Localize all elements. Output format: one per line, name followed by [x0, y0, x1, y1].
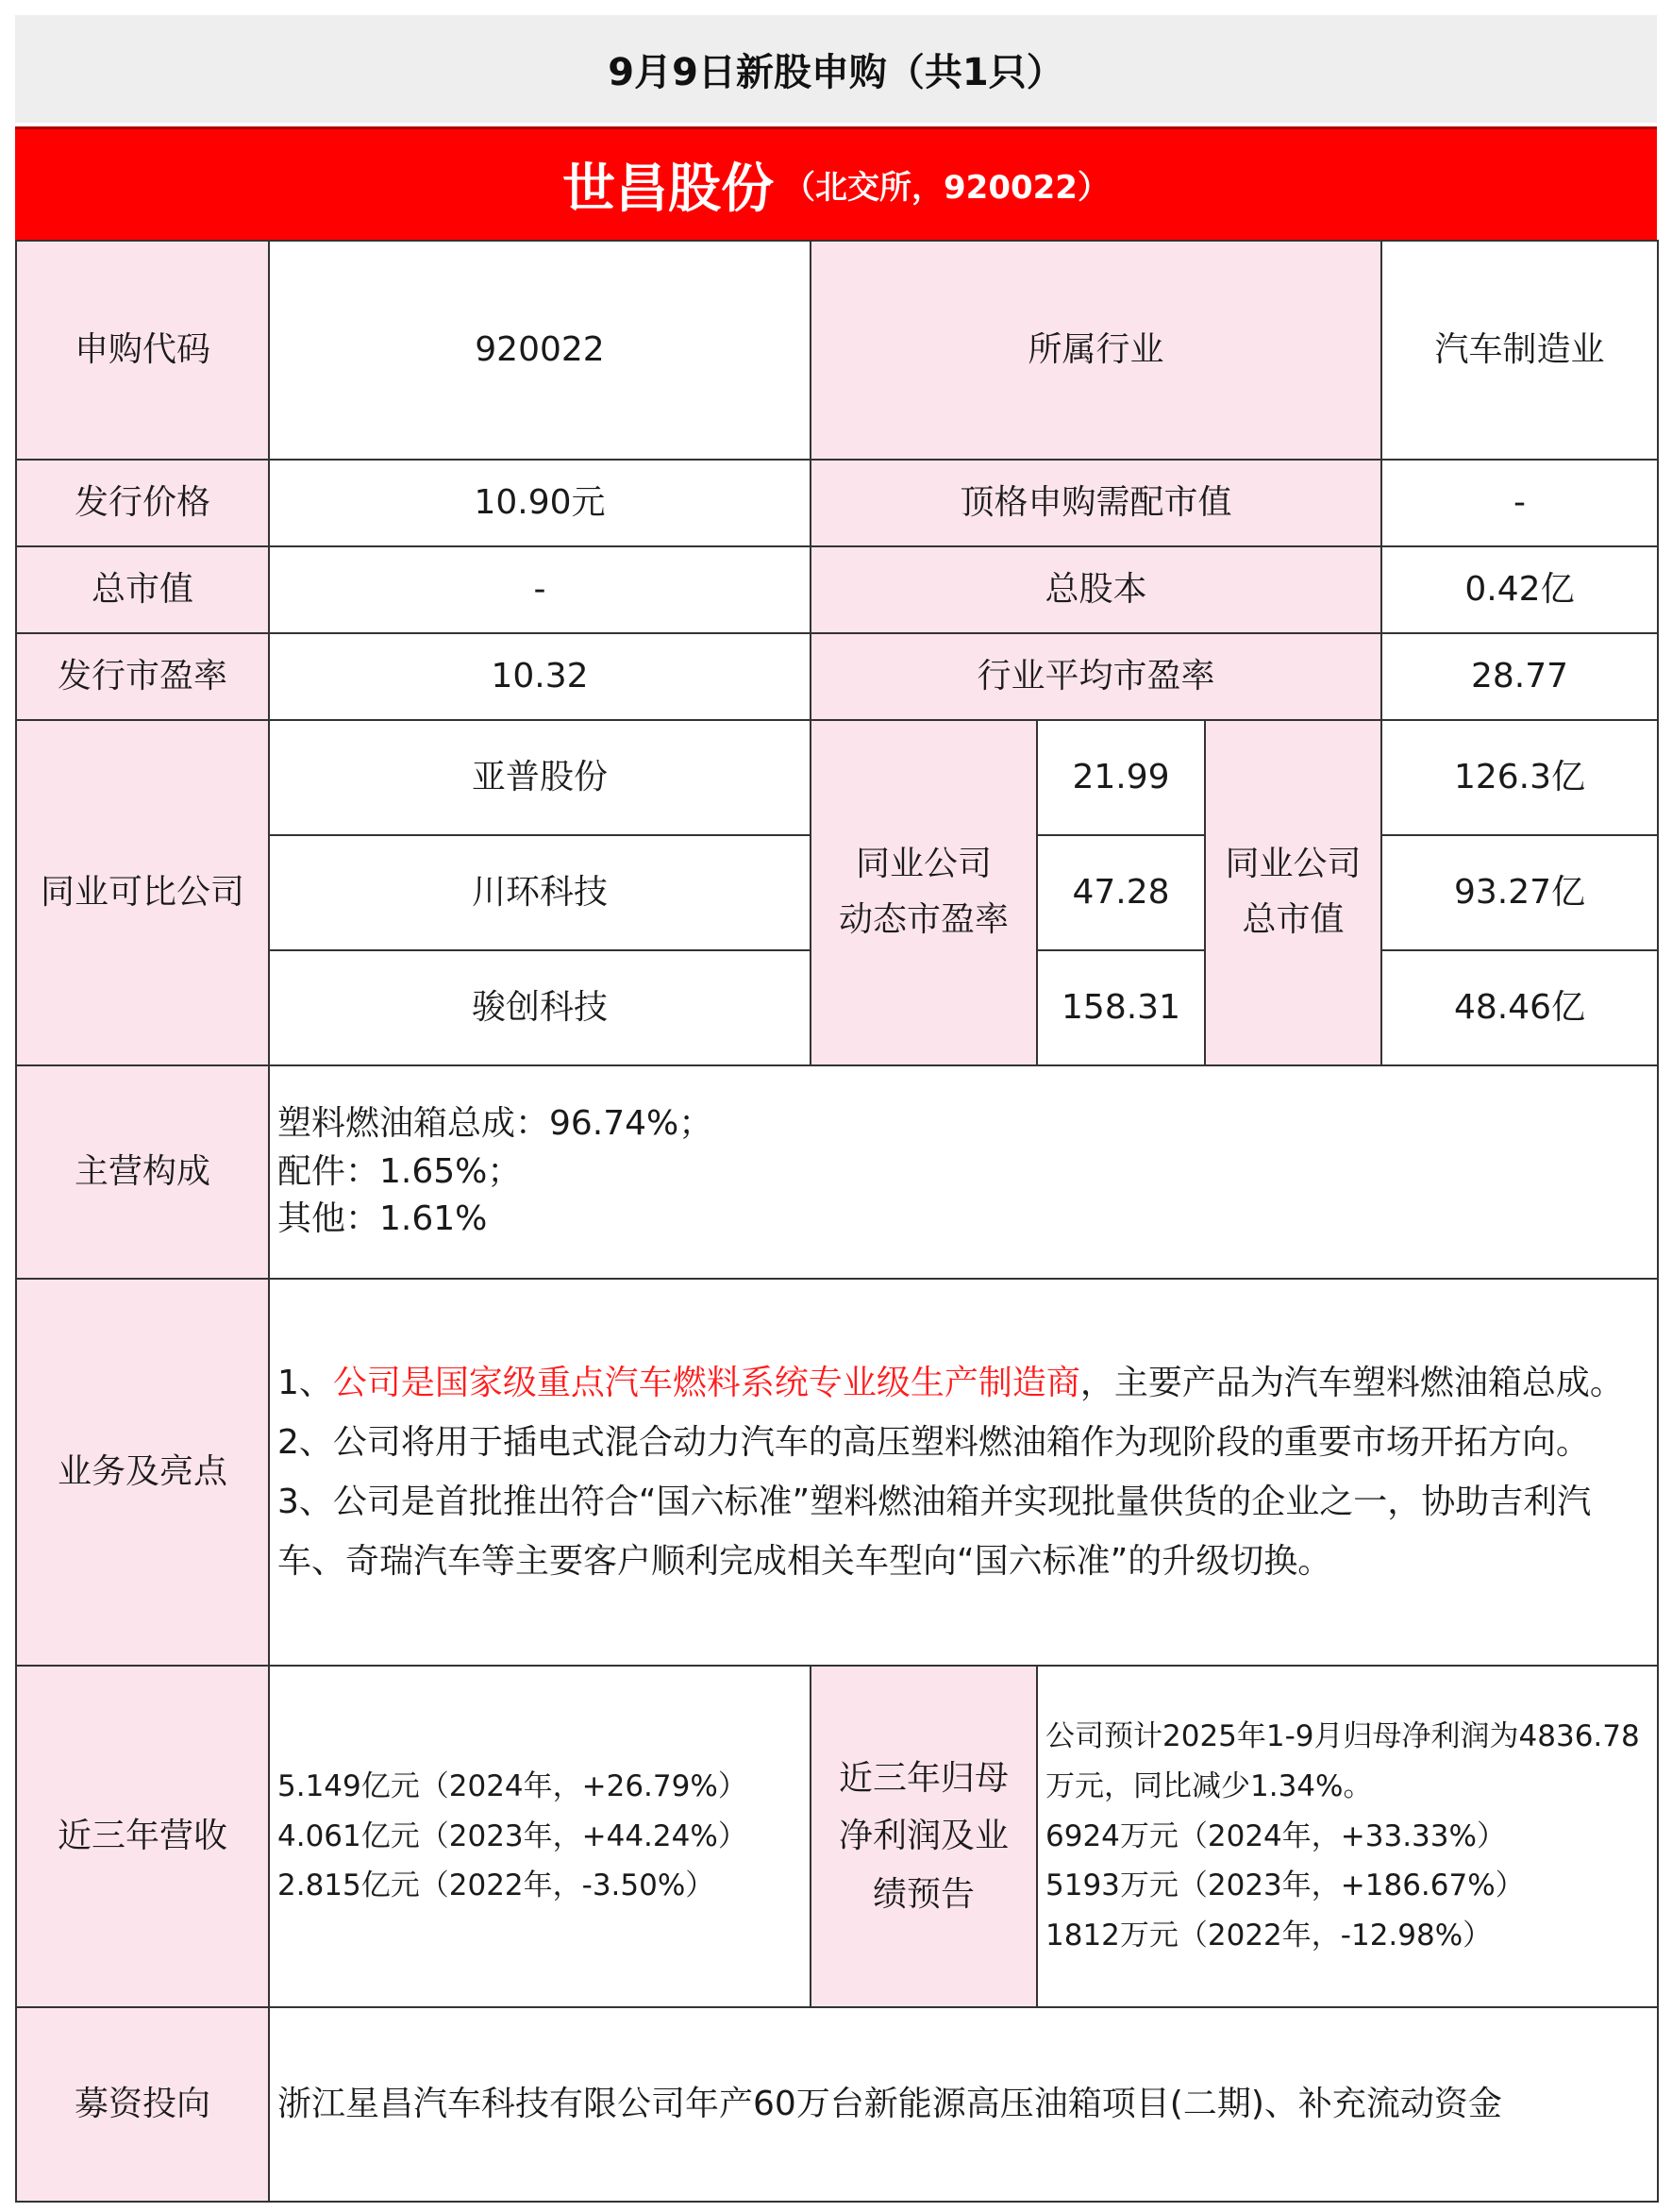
table-row	[16, 241, 1658, 460]
code-value: 920022	[269, 241, 811, 460]
table-row	[16, 2007, 1658, 2202]
profit-label-line: 绩预告	[872, 1874, 975, 1914]
mcap-label: 总市值	[16, 546, 269, 633]
peer-cap: 126.3亿	[1381, 720, 1658, 835]
peer-name: 川环科技	[269, 835, 811, 950]
ipo-info-table	[15, 240, 1659, 2203]
industry-pe-value: 28.77	[1381, 633, 1658, 720]
highlight-item: 3、公司是首批推出符合“国六标准”塑料燃油箱并实现批量供货的企业之一，协助吉利汽车、奇瑞汽车等主要客户顺利完成相关车型向“国六标准”的升级切换。	[277, 1483, 1592, 1581]
funds-value: 浙江星昌汽车科技有限公司年产60万台新能源高压油箱项目(二期)、补充流动资金	[269, 2007, 1658, 2202]
stock-name: 世昌股份	[562, 158, 775, 220]
revenue-label: 近三年营收	[16, 1666, 269, 2007]
page-title: 9月9日新股申购（共1只）	[15, 15, 1657, 123]
peer-name: 骏创科技	[269, 950, 811, 1065]
code-label: 申购代码	[16, 241, 269, 460]
highlight-item: 2、公司将用于插电式混合动力汽车的高压塑料燃油箱作为现阶段的重要市场开拓方向。	[277, 1423, 1590, 1462]
peer-cap: 93.27亿	[1381, 835, 1658, 950]
peer-pe: 47.28	[1037, 835, 1205, 950]
peer-pe-label-line: 同业公司	[855, 845, 992, 884]
peers-label: 同业可比公司	[16, 720, 269, 1065]
funds-label: 募资投向	[16, 2007, 269, 2202]
revenue-line: 2.815亿元（2022年，-3.50%）	[277, 1868, 715, 1903]
shares-label: 总股本	[811, 546, 1381, 633]
profit-line: 6924万元（2024年，+33.33%）	[1045, 1818, 1506, 1853]
profit-line: 公司预计2025年1-9月归母净利润为4836.78万元，同比减少1.34%。	[1045, 1719, 1640, 1803]
table-row	[16, 1065, 1658, 1279]
peer-pe-label-line: 动态市盈率	[838, 900, 1009, 939]
table-row	[16, 546, 1658, 633]
stock-exchange-code: （北交所，920022）	[783, 169, 1110, 207]
highlight-item	[277, 1353, 1647, 1413]
profit-label	[811, 1666, 1037, 2007]
profit-label-line: 近三年归母	[838, 1759, 1009, 1799]
price-value: 10.90元	[269, 460, 811, 546]
profit-label-line: 净利润及业	[838, 1817, 1009, 1856]
shares-value: 0.42亿	[1381, 546, 1658, 633]
peer-cap-label-line: 同业公司	[1225, 845, 1362, 884]
peer-cap: 48.46亿	[1381, 950, 1658, 1065]
table-row	[16, 1279, 1658, 1666]
peer-cap-label-line: 总市值	[1242, 900, 1345, 939]
peer-pe: 158.31	[1037, 950, 1205, 1065]
revenue-line: 5.149亿元（2024年，+26.79%）	[277, 1768, 747, 1803]
pe-value: 10.32	[269, 633, 811, 720]
main-business-line: 塑料燃油箱总成：96.74%；	[277, 1103, 713, 1143]
highlights-label: 业务及亮点	[16, 1279, 269, 1666]
table-row	[16, 633, 1658, 720]
mcap-value: -	[269, 546, 811, 633]
profit-line: 5193万元（2023年，+186.67%）	[1045, 1868, 1525, 1903]
topcap-label: 顶格申购需配市值	[811, 460, 1381, 546]
main-business-line: 配件：1.65%；	[277, 1151, 522, 1191]
main-business-content	[269, 1065, 1658, 1279]
industry-pe-label: 行业平均市盈率	[811, 633, 1381, 720]
main-business-label: 主营构成	[16, 1065, 269, 1279]
highlight-prefix: 1、	[277, 1364, 333, 1402]
pe-label: 发行市盈率	[16, 633, 269, 720]
peer-pe-label	[811, 720, 1037, 1065]
price-label: 发行价格	[16, 460, 269, 546]
peer-pe: 21.99	[1037, 720, 1205, 835]
table-row	[16, 720, 1658, 835]
main-business-line: 其他：1.61%	[277, 1199, 488, 1239]
revenue-line: 4.061亿元（2023年，+44.24%）	[277, 1818, 747, 1853]
profit-content	[1037, 1666, 1658, 2007]
industry-value: 汽车制造业	[1381, 241, 1658, 460]
industry-label: 所属行业	[811, 241, 1381, 460]
profit-line: 1812万元（2022年，-12.98%）	[1045, 1919, 1493, 1953]
topcap-value: -	[1381, 460, 1658, 546]
revenue-content	[269, 1666, 811, 2007]
peer-name: 亚普股份	[269, 720, 811, 835]
peer-cap-label	[1205, 720, 1381, 1065]
stock-title-bar	[15, 126, 1657, 240]
highlight-text: ，主要产品为汽车塑料燃油箱总成。	[1079, 1364, 1624, 1402]
table-row	[16, 1666, 1658, 2007]
highlight-emphasis: 公司是国家级重点汽车燃料系统专业级生产制造商	[332, 1364, 1080, 1402]
table-row	[16, 460, 1658, 546]
highlights-content	[269, 1279, 1658, 1666]
